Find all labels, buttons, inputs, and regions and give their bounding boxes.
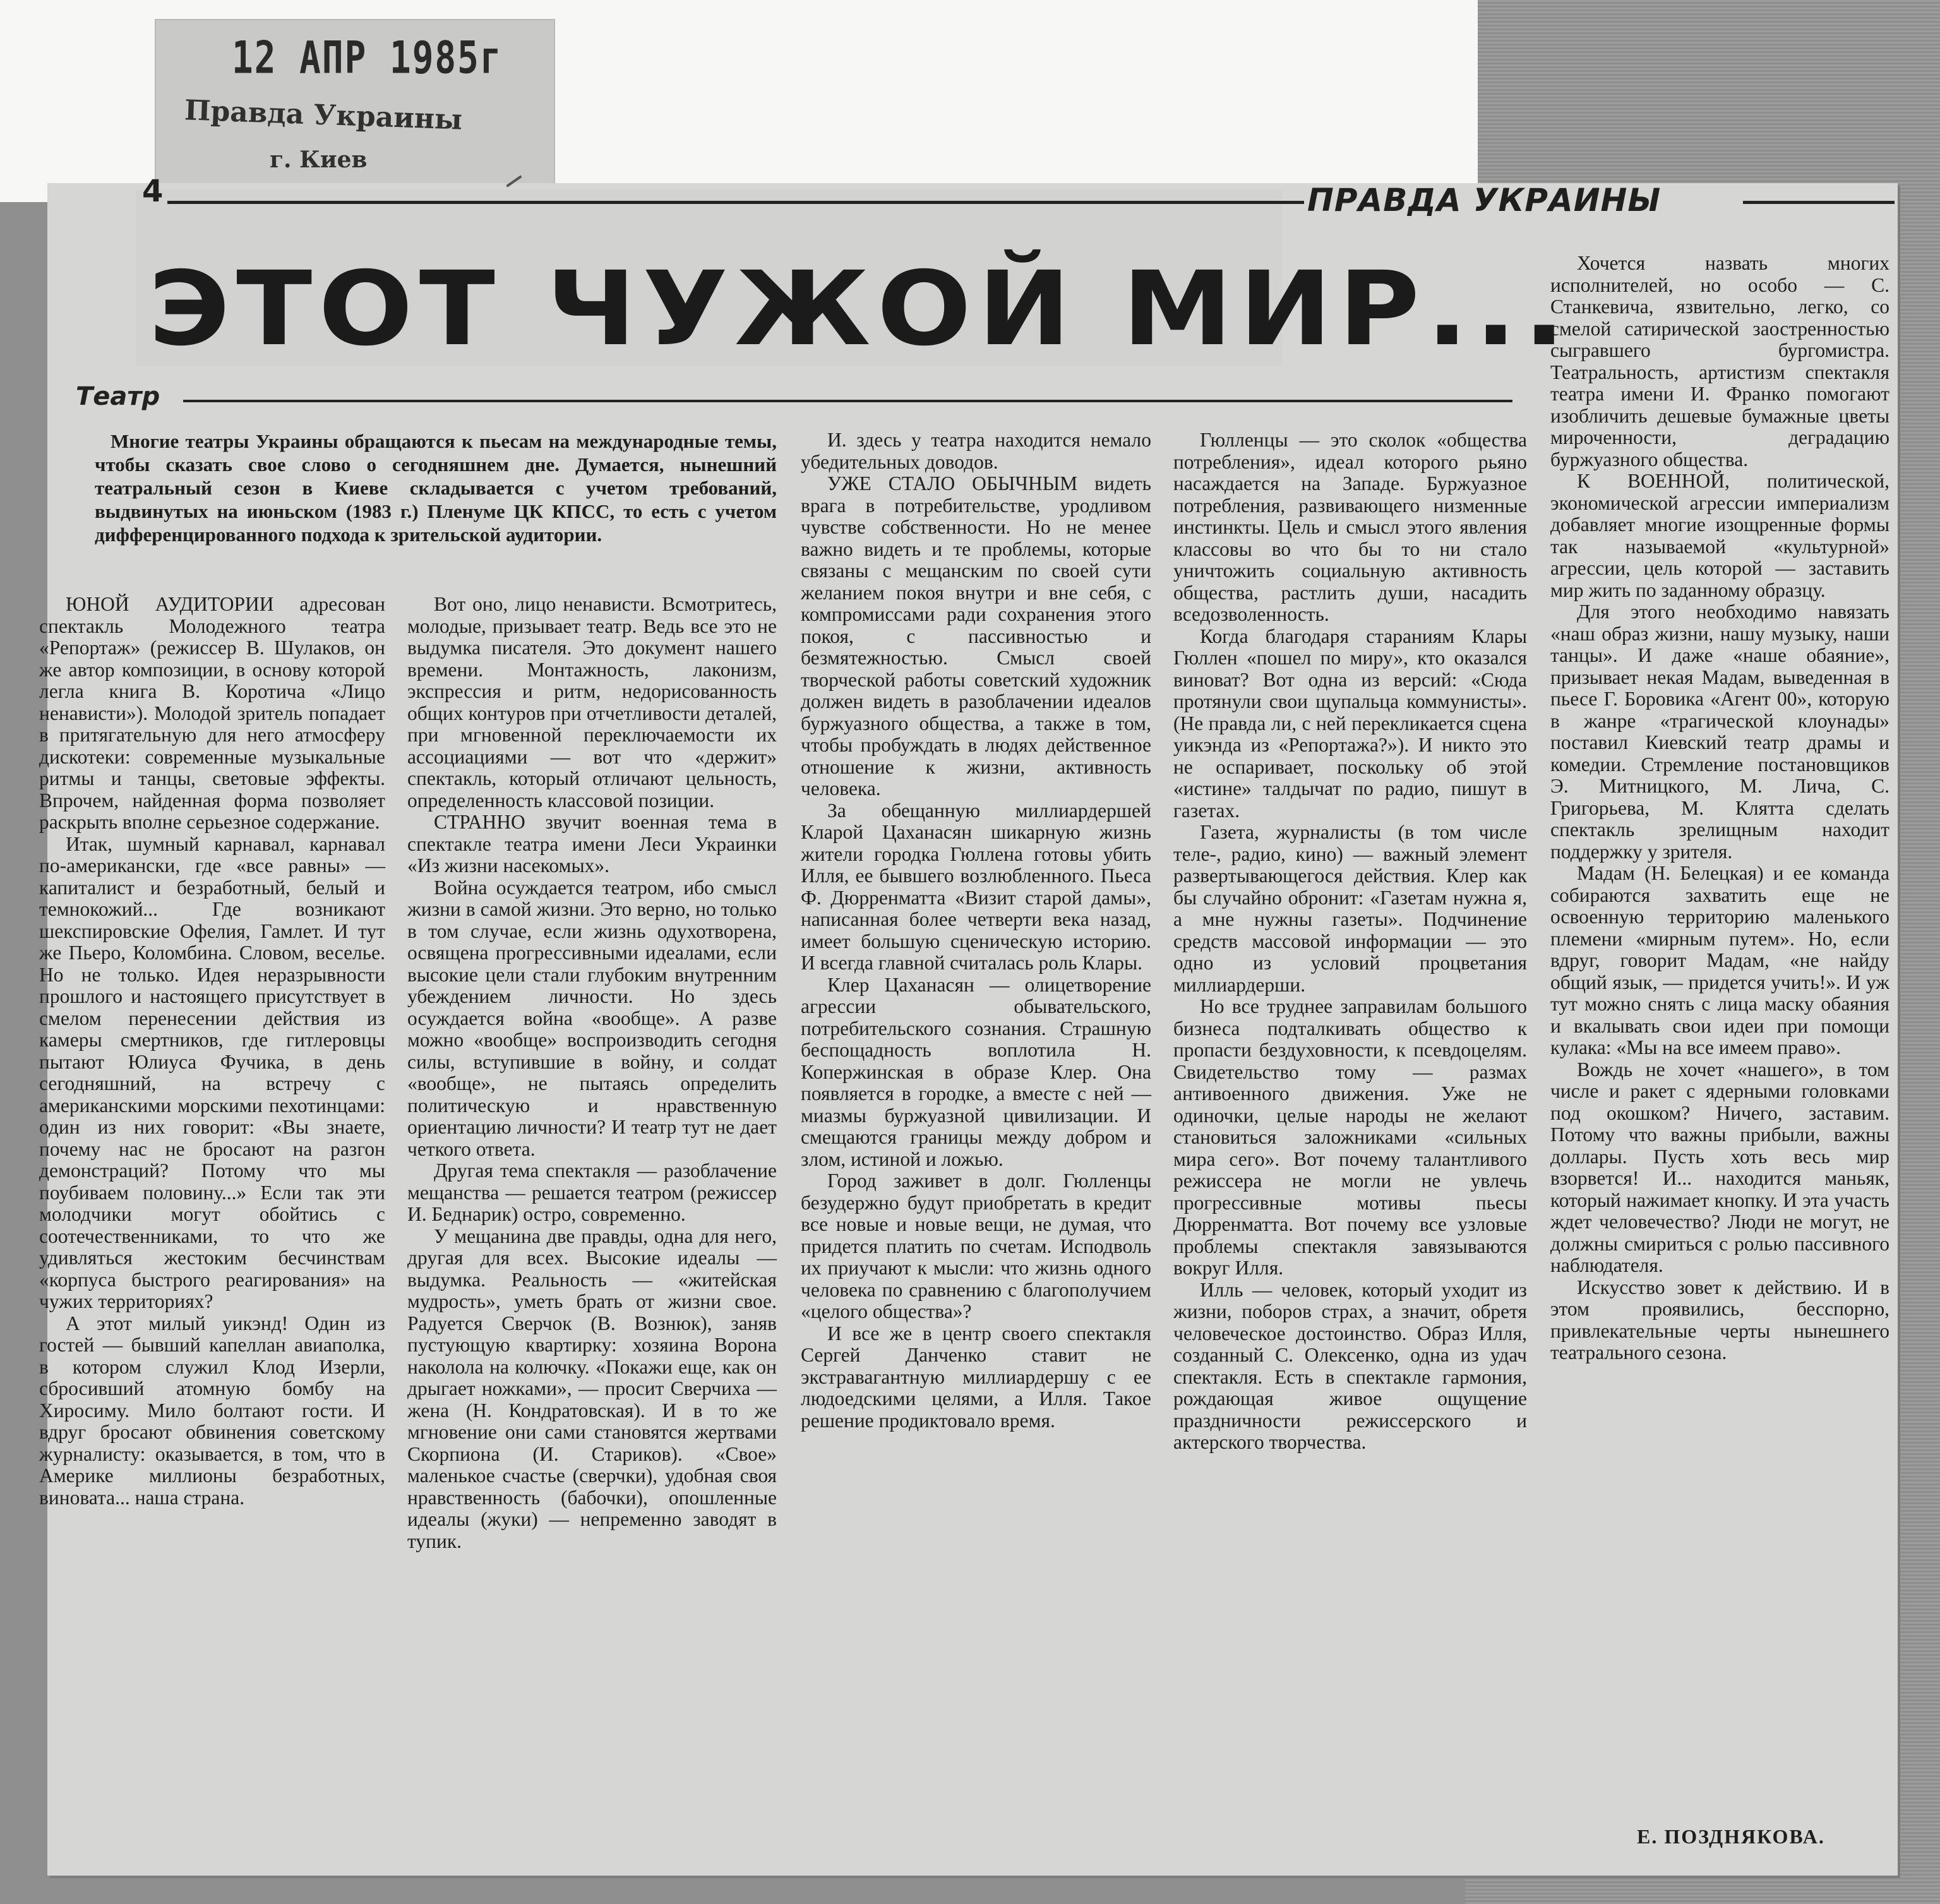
paragraph: И все же в центр своего спектакля Сергей Данченко ставит не экстравагантную миллиардершу с ее людоедскими целями, а Илля. Такое решение продиктовало время. [801, 1322, 1151, 1432]
paragraph: И. здесь у театра находится немало убедительных доводов. [801, 429, 1151, 473]
paragraph: Илль — человек, который уходит из жизни, поборов страх, а значит, обретя человеческое достоинство. Образ Илля, созданный С. Олексенко, одна из удач спектакля. Есть в спектакле гармония, рождающая живое ощущение праздничности режиссерского и актерского творчества. [1173, 1278, 1527, 1453]
paragraph: У мещанина две правды, одна для него, другая для всех. Высокие идеалы — выдумка. Реальность — «житейская мудрость», уметь брать от жизни свое. Радуется Сверчок (В. Вознюк), заняв пустующую квартирку: хозяина Ворона наколола на колючку. «Покажи еще, как он дрыгает ножками», — просит Сверчиха — жена (Н. Кондратовская). И в то же мгновение они сами становятся жертвами Скорпиона (И. Стариков). «Свое» маленькое счастье (сверчки), удобная своя нравственность (бабочки), опошленные идеалы (жуки) — непременно заводят в тупик. [407, 1224, 777, 1552]
paragraph: Город заживет в долг. Гюлленцы безудержно будут приобретать в кредит все новые и новые вещи, не думая, что придется платить по счетам. Исподволь их приучают к мысли: что жизнь одного человека по сравнению с благополучием «целого общества»? [801, 1170, 1151, 1322]
paragraph: Мадам (Н. Белецкая) и ее команда собираются захватить еще не освоенную территорию маленького племени «мирным путем». Но, если вдруг, говорит Мадам, «не найду общий язык, — придется учить!». И уж тут можно снять с лица маску обаяния и вкалывать свои идеи при помощи кулака: «Мы на все имеем право». [1550, 862, 1889, 1058]
stamp-paper-name: Правда Украины [184, 94, 464, 136]
newspaper-masthead: ПРАВДА УКРАИНЫ [1307, 182, 1662, 219]
paragraph: ЮНОЙ АУДИТОРИИ адресован спектакль Молодежного театра «Репортаж» (режиссер В. Шулаков, он же автор композиции, в основу которой легла книга В. Коротича «Лицо ненависти»). Молодой зритель попадает в притягательную для него атмосферу дискотеки: современные музыкальные ритмы и танцы, световые эффекты. Впрочем, найденная форма позволяет раскрыть вполне серьезное содержание. [39, 593, 385, 833]
article-column-2 [407, 594, 777, 1863]
paragraph: Газета, журналисты (в том числе теле-, радио, кино) — важный элемент развертывающегося действия. Клер как бы случайно обронит: «Газетам нужна я, а мне нужны газеты». Подчинение средств массовой информации — это одно из условий процветания миллиардерши. [1173, 821, 1527, 996]
paragraph: СТРАННО звучит военная тема в спектакле театра имени Леси Украинки «Из жизни насекомых». [407, 811, 777, 877]
rubric-rule [183, 400, 1512, 402]
paragraph: Когда благодаря стараниям Клары Гюллен «пошел по миру», кто оказался виноват? Вот одна из версий: «Сюда протянули свои щупальца коммунисты». (Не правда ли, с ней перекликается сцена уикэнда из «Репортажа?»). И никто это не оспаривает, поскольку об этой «истине» талдычат по радио, пишут в газетах. [1173, 625, 1527, 822]
paragraph: Вождь не хочет «нашего», в том числе и ракет с ядерными головками под окошком? Ничего, заставим. Потому что важны прибыли, важны доллары. Пусть хоть весь мир взорвется! И... находится маньяк, который нажимает кнопку. И эта участь ждет человечество? Люди не могут, не должны смириться с ролью пассивного наблюдателя. [1550, 1058, 1889, 1276]
article-headline: ЭТОТ ЧУЖОЙ МИР... [148, 249, 1572, 369]
paragraph: Для этого необходимо навязать «наш образ жизни, нашу музыку, наши танцы». И даже «наше обаяние», призывает некая Мадам, выведенная в пьесе Г. Боровика «Агент 00», которую в жанре «трагической клоунады» поставил Киевский театр драмы и комедии. Стремление постановщиков Э. Митницкого, М. Лича, С. Григорьева, М. Клятта сделать спектакль зрелищным находит поддержку у зрителя. [1550, 601, 1889, 863]
page-number: 4 [142, 174, 164, 209]
paragraph: А этот милый уикэнд! Один из гостей — бывший капеллан авиаполка, в котором служил Клод Изерли, сбросивший атомную бомбу на Хиросиму. Мило болтают гости. И вдруг бросают обвинения советскому журналисту: оказывается, в том, что в Америке миллионы безработных, виновата... наша страна. [39, 1312, 385, 1509]
paragraph: Вот оно, лицо ненависти. Всмотритесь, молодые, призывает театр. Ведь все это не выдумка писателя. Это документ нашего времени. Монтажность, лаконизм, экспрессия и ритм, недорисованность общих контуров при отчетливости деталей, при мгновенной переключаемости их ассоциациями — вот что «держит» спектакль, который отличают цельность, определенность классовой позиции. [407, 593, 777, 811]
stamp-date: 12 АПР 1985г [232, 32, 503, 85]
section-rubric: Театр [76, 382, 160, 411]
paragraph: За обещанную миллиардершей Кларой Цаханасян шикарную жизнь жители городка Гюллена готовы убить Илля, ее бывшего возлюбленного. Пьеса Ф. Дюрренматта «Визит старой дамы», написанная более четверти века назад, имеет большую сценическую историю. И всегда главной считалась роль Клары. [801, 799, 1151, 974]
paragraph: К ВОЕННОЙ, политической, экономической агрессии империализм добавляет многие изощренные формы так называемой «культурной» агрессии, цель которой — заставить мир жить по заданному образцу. [1550, 470, 1889, 601]
header-rule-mid [1288, 201, 1304, 204]
date-stamp [155, 19, 555, 205]
article-column-3 [801, 429, 1151, 1863]
article-column-5 [1550, 253, 1889, 1825]
article-column-1 [39, 594, 385, 1863]
paragraph: Итак, шумный карнавал, карнавал по-американски, где «все равны» — капиталист и безработный, белый и темнокожий... Где возникают шекспировские Офелия, Гамлет. И тут же Пьеро, Коломбина. Словом, веселье. Но не только. Идея неразрывности прошлого и настоящего присутствует в смелом перенесении действия из камеры смертников, где гитлеровцы пытают Юлиуса Фучика, в день сегодняшний, на встречу с американскими морскими пехотинцами: один из них говорит: «Вы знаете, почему нас не бросают на разгон демонстраций? Потому что мы поубиваем половину...» Если так эти молодчики могут обойтись с соотечественниками, то что же удивляться жестоким бесчинствам «корпуса быстрого реагирования» на чужих территориях? [39, 832, 385, 1312]
header-rule-right [1743, 201, 1895, 204]
stamp-city: г. Киев [270, 147, 368, 173]
paragraph: Другая тема спектакля — разоблачение мещанства — решается театром (режиссер И. Беднарик) остро, современно. [407, 1159, 777, 1225]
paragraph: Клер Цаханасян — олицетворение агрессии обывательского, потребительского сознания. Страшную беспощадность воплотила Н. Копержинская в образе Клер. Она появляется в городке, а вместе с ней — миазмы буржуазной цивилизации. И смещаются границы между добром и злом, истиной и ложью. [801, 973, 1151, 1170]
paragraph: Хочется назвать многих исполнителей, но особо — С. Станкевича, язвительно, легко, со смелой сатирической заостренностью сыгравшего бургомистра. Театральность, артистизм спектакля театра имени И. Франко помогают изобличить дешевые бумажные цветы мироченности, деградацию буржуазного общества. [1550, 252, 1889, 470]
article-lead: Многие театры Украины обращаются к пьесам на международные темы, чтобы сказать свое слово о сегодняшнем дне. Думается, нынешний театральный сезон в Киеве складывается с учетом требований, выдвинутых на июньском (1983 г.) Пленуме ЦК КПСС, то есть с учетом дифференцированного подхода к зрительской аудитории. [95, 430, 777, 546]
paragraph: Искусство зовет к действию. И в этом проявились, бесспорно, привлекательные черты нынешнего театрального сезона. [1550, 1276, 1889, 1363]
author-signature: Е. ПОЗДНЯКОВА. [1637, 1825, 1825, 1848]
header-rule-left [167, 201, 1291, 204]
paragraph: Война осуждается театром, ибо смысл жизни в самой жизни. Это верно, но только в том случае, если жизнь одухотворена, освящена прогрессивными идеалами, если высокие цели стали глубоким внутренним убеждением личности. Но здесь осуждается война «вообще». А разве можно «вообще» воспроизводить сегодня силы, вступившие в войну, и солдат «вообще», не пытаясь определить политическую и нравственную ориентацию личности? И театр тут не дает четкого ответа. [407, 876, 777, 1160]
paragraph: Но все труднее заправилам большого бизнеса подталкивать общество к пропасти бездуховности, к псевдоцелям. Свидетельство тому — размах антивоенного движения. Уже не одиночки, целые народы не желают становиться заложниками «сильных мира сего». Вот почему талантливого режиссера не могли не увлечь прогрессивные мотивы пьесы Дюрренматта. Вот почему все узловые проблемы спектакля завязываются вокруг Илля. [1173, 995, 1527, 1279]
paragraph: Гюлленцы — это сколок «общества потребления», идеал которого рьяно насаждается на Западе. Буржуазное потребления, развивающего низменные инстинкты. Цель и смысл этого явления классовы во что бы то ни стало уничтожить социальную активность общества, растлить души, насадить вседозволенность. [1173, 429, 1527, 625]
paragraph: УЖЕ СТАЛО ОБЫЧНЫМ видеть врага в потребительстве, уродливом чувстве собственности. Но не менее важно видеть и те проблемы, которые связаны с мещанским по своей сути желанием покоя внутри и вне себя, с компромиссами ради сохранения этого покоя, с пассивностью и безмятежностью. Смысл своей творческой работы советский художник должен видеть в разоблачении идеалов буржуазного общества, а также в том, чтобы пробуждать в людях действенное отношение к жизни, активность человека. [801, 472, 1151, 799]
article-column-4 [1173, 429, 1527, 1876]
